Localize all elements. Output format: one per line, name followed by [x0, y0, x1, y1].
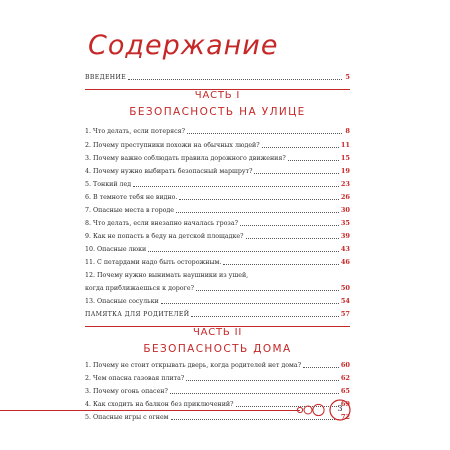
toc-entry-label: ПАМЯТКА ДЛЯ РОДИТЕЛЕЙ [85, 311, 190, 318]
toc-entry-label: 12. Почему нужно вынимать наушники из ушей, [85, 272, 249, 279]
toc-entry-label: 4. Как сходить на балкон без приключений? [85, 401, 234, 408]
toc-entry-page: 60 [340, 361, 350, 369]
leader-dots [223, 264, 338, 265]
toc-entry[interactable] [85, 294, 350, 305]
leader-dots [186, 380, 339, 381]
toc-entry-page: 46 [340, 258, 350, 266]
toc-entry-page: 65 [340, 387, 350, 395]
toc-entry-label: 4. Почему нужно выбирать безопасный маршрут? [85, 168, 253, 175]
leader-dots [303, 367, 339, 368]
toc-entry-label: 6. В темноте тебя не видно. [85, 194, 178, 201]
toc-entry-page: 50 [340, 284, 350, 292]
toc-entry-label: 3. Почему огонь опасен? [85, 388, 168, 395]
leader-dots [196, 290, 339, 291]
toc-entry-label: 8. Что делать, если внезапно началась гроза? [85, 220, 238, 227]
toc-entry-label: 1. Что делать, если потеряся? [85, 128, 185, 135]
toc-entry-page: 62 [340, 374, 350, 382]
toc-entry[interactable] [85, 242, 350, 253]
leader-dots [187, 133, 342, 134]
toc-entry-label: 1. Почему не стоит открывать дверь, когда родителей нет дома? [85, 362, 302, 369]
toc-entry-label: 5. Опасные игры с огнем [85, 414, 169, 421]
toc-entry-label: 9. Как не попасть в беду на детской площадке? [85, 233, 244, 240]
toc-entry-label: 3. Почему важно соблюдать правила дорожного движения? [85, 155, 286, 162]
leader-dots [161, 303, 339, 304]
leader-dots [179, 199, 338, 200]
leader-dots [288, 160, 339, 161]
toc-entry[interactable] [85, 203, 350, 214]
leader-dots [240, 225, 339, 226]
toc-entry-label: когда приближаешься к дороге? [85, 285, 194, 292]
toc-entry-page: 15 [340, 154, 350, 162]
toc-entry-page: 5 [345, 73, 350, 81]
toc-entry[interactable] [85, 138, 350, 149]
toc-entry-label: 11. С петардами надо быть осторожным. [85, 259, 222, 266]
toc-entry[interactable] [85, 255, 350, 266]
page-title: Содержание [88, 30, 279, 61]
toc-entry-page: 30 [340, 206, 350, 214]
toc-entry[interactable] [85, 384, 350, 395]
toc-entry-page: 43 [340, 245, 350, 253]
page-number: 3 [337, 404, 343, 413]
toc-entry[interactable] [85, 151, 350, 162]
toc-entry-label: 7. Опасные места в городе [85, 207, 175, 214]
toc-entry-label: 2. Почему преступники похожи на обычных людей? [85, 142, 260, 149]
toc-entry-page: 39 [340, 232, 350, 240]
footer-rule [0, 410, 300, 411]
part2-title: БЕЗОПАСНОСТЬ ДОМА [143, 343, 292, 355]
toc-entry-12-line1[interactable] [85, 268, 350, 279]
leader-dots [133, 186, 339, 187]
leader-dots [176, 212, 339, 213]
part1-title: БЕЗОПАСНОСТЬ НА УЛИЦЕ [129, 106, 306, 118]
toc-entry[interactable] [85, 229, 350, 240]
toc-entry[interactable] [85, 371, 350, 382]
toc-entry-memo[interactable] [85, 307, 350, 318]
toc-entry-page: 26 [340, 193, 350, 201]
toc-entry[interactable] [85, 190, 350, 201]
toc-entry-intro[interactable] [85, 70, 350, 81]
toc-entry-page: 57 [340, 310, 350, 318]
toc-entry-label: 5. Тонкий лед [85, 181, 132, 188]
leader-dots [254, 173, 338, 174]
toc-entry-page: 23 [340, 180, 350, 188]
toc-entry[interactable] [85, 164, 350, 175]
toc-entry[interactable] [85, 124, 350, 135]
toc-entry-page: 72 [340, 413, 350, 421]
toc-entry-label: 10. Опасные люки [85, 246, 147, 253]
leader-dots [191, 316, 338, 317]
leader-dots [128, 79, 342, 80]
toc-entry-page: 54 [340, 297, 350, 305]
toc-entry[interactable] [85, 216, 350, 227]
part2-heading: ЧАСТЬ II [192, 327, 243, 338]
part1-heading: ЧАСТЬ I [194, 90, 241, 101]
leader-dots [148, 251, 339, 252]
toc-entry-label: 2. Чем опасна газовая плита? [85, 375, 185, 382]
toc-entry-page: 19 [340, 167, 350, 175]
toc-entry-page: 11 [340, 141, 350, 149]
toc-entry-page: 8 [345, 127, 350, 135]
toc-entry-page: 35 [340, 219, 350, 227]
toc-entry[interactable] [85, 177, 350, 188]
toc-entry-12-line2[interactable] [85, 281, 350, 292]
leader-dots [246, 238, 339, 239]
toc-entry[interactable] [85, 358, 350, 369]
toc-entry-label: 13. Опасные сосульки [85, 298, 159, 305]
leader-dots [262, 147, 339, 148]
toc-entry-page: 69 [340, 400, 350, 408]
toc-entry-label: ВВЕДЕНИЕ [85, 74, 127, 81]
leader-dots [170, 393, 339, 394]
